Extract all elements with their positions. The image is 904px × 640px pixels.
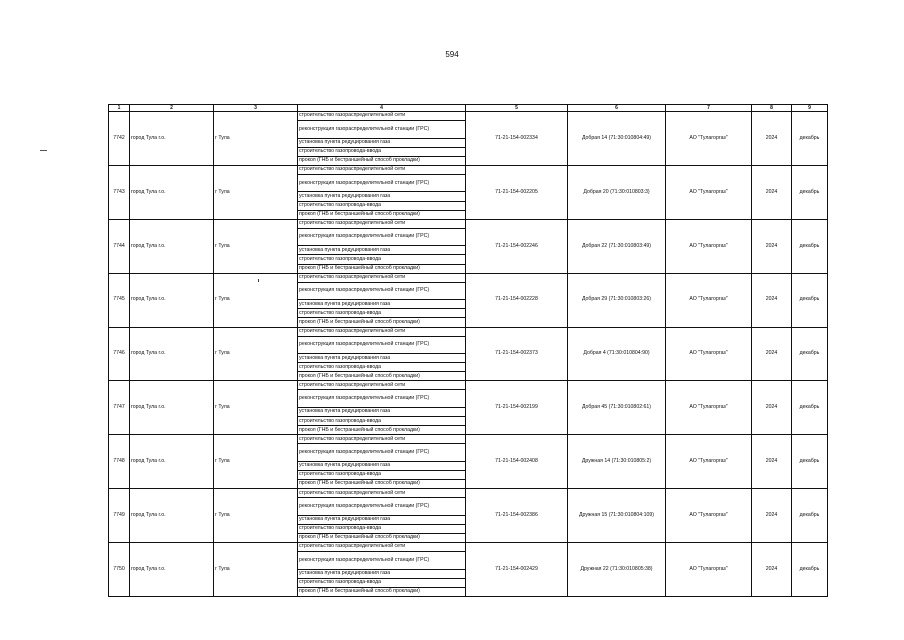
work-type-cell: строительство газораспределительной сети	[298, 327, 466, 336]
locality-cell: г Тула	[214, 435, 298, 489]
month-cell: декабрь	[792, 112, 828, 166]
row-number: 7749	[109, 489, 130, 543]
work-type-cell: установка пункта редуцирования газа	[298, 354, 466, 363]
header-col-1: 1	[109, 105, 130, 112]
work-type-cell: установка пункта редуцирования газа	[298, 246, 466, 255]
organization-cell: АО "Тулагоргаз"	[666, 219, 752, 273]
locality-cell: г Тула	[214, 489, 298, 543]
work-type-cell: реконструкция газораспределительной станции (ГРС)	[298, 444, 466, 462]
organization-cell: АО "Тулагоргаз"	[666, 543, 752, 597]
municipality-cell: город Тула г.о.	[130, 112, 214, 166]
address-cell: Дружная 22 (71:30:010805:38)	[568, 543, 666, 597]
municipality-cell: город Тула г.о.	[130, 489, 214, 543]
cadastral-number-cell: 71-21-154-002429	[466, 543, 568, 597]
organization-cell: АО "Тулагоргаз"	[666, 165, 752, 219]
work-type-cell: строительство газораспределительной сети	[298, 381, 466, 390]
month-cell: декабрь	[792, 219, 828, 273]
organization-cell: АО "Тулагоргаз"	[666, 381, 752, 435]
locality-cell: г Тула	[214, 112, 298, 166]
cadastral-number-cell: 71-21-154-002246	[466, 219, 568, 273]
locality-cell: г Тула	[214, 381, 298, 435]
work-type-cell: прокол (ГНБ и бестраншейный способ прокладки)	[298, 318, 466, 327]
year-cell: 2024	[752, 489, 792, 543]
work-type-cell: прокол (ГНБ и бестраншейный способ прокладки)	[298, 210, 466, 219]
address-cell: Добрая 22 (71:30:010803:49)	[568, 219, 666, 273]
work-type-cell: строительство газопровода-ввода	[298, 578, 466, 587]
work-type-cell: строительство газораспределительной сети	[298, 219, 466, 228]
row-number: 7747	[109, 381, 130, 435]
address-cell: Дружная 14 (71:30:010805:2)	[568, 435, 666, 489]
work-type-cell: установка пункта редуцирования газа	[298, 300, 466, 309]
address-cell: Добрая 45 (71:30:010802:61)	[568, 381, 666, 435]
work-type-cell: установка пункта редуцирования газа	[298, 192, 466, 201]
year-cell: 2024	[752, 112, 792, 166]
locality-cell: г Тула	[214, 219, 298, 273]
year-cell: 2024	[752, 543, 792, 597]
work-type-cell: прокол (ГНБ и бестраншейный способ прокладки)	[298, 156, 466, 165]
work-type-cell: прокол (ГНБ и бестраншейный способ прокладки)	[298, 372, 466, 381]
table-row	[109, 543, 828, 552]
row-number: 7743	[109, 165, 130, 219]
organization-cell: АО "Тулагоргаз"	[666, 489, 752, 543]
work-type-cell: установка пункта редуцирования газа	[298, 138, 466, 147]
work-type-cell: строительство газопровода-ввода	[298, 255, 466, 264]
year-cell: 2024	[752, 435, 792, 489]
header-col-8: 8	[752, 105, 792, 112]
locality-cell: г Тула	[214, 543, 298, 597]
work-type-cell: реконструкция газораспределительной станции (ГРС)	[298, 174, 466, 192]
work-type-cell: реконструкция газораспределительной станции (ГРС)	[298, 282, 466, 300]
month-cell: декабрь	[792, 543, 828, 597]
address-cell: Добрая 29 (71:30:010803:26)	[568, 273, 666, 327]
work-type-cell: строительство газораспределительной сети	[298, 273, 466, 282]
work-type-cell: строительство газопровода-ввода	[298, 201, 466, 210]
row-number: 7748	[109, 435, 130, 489]
page-number: 594	[445, 50, 459, 59]
work-type-cell: прокол (ГНБ и бестраншейный способ прокладки)	[298, 426, 466, 435]
organization-cell: АО "Тулагоргаз"	[666, 273, 752, 327]
table-row	[109, 273, 828, 282]
organization-cell: АО "Тулагоргаз"	[666, 327, 752, 381]
work-type-cell: строительство газопровода-ввода	[298, 524, 466, 533]
cadastral-number-cell: 71-21-154-002386	[466, 489, 568, 543]
locality-cell: г Тула	[214, 327, 298, 381]
table-row	[109, 112, 828, 121]
row-number: 7750	[109, 543, 130, 597]
work-type-cell: реконструкция газораспределительной станции (ГРС)	[298, 552, 466, 570]
month-cell: декабрь	[792, 381, 828, 435]
organization-cell: АО "Тулагоргаз"	[666, 435, 752, 489]
header-col-4: 4	[298, 105, 466, 112]
table-row	[109, 435, 828, 444]
work-type-cell: строительство газораспределительной сети	[298, 489, 466, 498]
address-cell: Добрая 14 (71:30:010804:49)	[568, 112, 666, 166]
work-type-cell: строительство газораспределительной сети	[298, 165, 466, 174]
municipality-cell: город Тула г.о.	[130, 381, 214, 435]
header-col-9: 9	[792, 105, 828, 112]
year-cell: 2024	[752, 327, 792, 381]
work-type-cell: установка пункта редуцирования газа	[298, 515, 466, 524]
work-type-cell: строительство газопровода-ввода	[298, 309, 466, 318]
header-col-2: 2	[130, 105, 214, 112]
municipality-cell: город Тула г.о.	[130, 435, 214, 489]
year-cell: 2024	[752, 165, 792, 219]
address-cell: Дружная 15 (71:30:010804:109)	[568, 489, 666, 543]
work-type-cell: установка пункта редуцирования газа	[298, 569, 466, 578]
table-header	[109, 105, 828, 112]
cadastral-number-cell: 71-21-154-002199	[466, 381, 568, 435]
margin-mark	[40, 150, 47, 151]
work-type-cell: строительство газопровода-ввода	[298, 363, 466, 372]
municipality-cell: город Тула г.о.	[130, 165, 214, 219]
row-number: 7744	[109, 219, 130, 273]
header-col-3: 3	[214, 105, 298, 112]
year-cell: 2024	[752, 273, 792, 327]
cadastral-number-cell: 71-21-154-002205	[466, 165, 568, 219]
organization-cell: АО "Тулагоргаз"	[666, 112, 752, 166]
row-number: 7746	[109, 327, 130, 381]
header-row	[109, 105, 828, 112]
year-cell: 2024	[752, 381, 792, 435]
cadastral-number-cell: 71-21-154-002334	[466, 112, 568, 166]
year-cell: 2024	[752, 219, 792, 273]
work-type-cell: строительство газопровода-ввода	[298, 470, 466, 479]
cadastral-number-cell: 71-21-154-002228	[466, 273, 568, 327]
work-type-cell: прокол (ГНБ и бестраншейный способ прокладки)	[298, 264, 466, 273]
table-row	[109, 489, 828, 498]
header-col-7: 7	[666, 105, 752, 112]
table-row	[109, 327, 828, 336]
work-type-cell: прокол (ГНБ и бестраншейный способ прокладки)	[298, 587, 466, 596]
table-row	[109, 381, 828, 390]
work-type-cell: строительство газопровода-ввода	[298, 147, 466, 156]
address-cell: Добрая 20 (71:30:010803:3)	[568, 165, 666, 219]
work-type-cell: установка пункта редуцирования газа	[298, 461, 466, 470]
cadastral-number-cell: 71-21-154-002373	[466, 327, 568, 381]
row-number: 7745	[109, 273, 130, 327]
municipality-cell: город Тула г.о.	[130, 327, 214, 381]
month-cell: декабрь	[792, 273, 828, 327]
work-type-cell: строительство газораспределительной сети	[298, 112, 466, 121]
work-type-cell: реконструкция газораспределительной станции (ГРС)	[298, 498, 466, 516]
work-type-cell: реконструкция газораспределительной станции (ГРС)	[298, 228, 466, 246]
header-col-5: 5	[466, 105, 568, 112]
work-type-cell: строительство газопровода-ввода	[298, 417, 466, 426]
work-type-cell: реконструкция газораспределительной станции (ГРС)	[298, 336, 466, 354]
work-type-cell: строительство газораспределительной сети	[298, 543, 466, 552]
table-body	[109, 112, 828, 597]
table-row	[109, 219, 828, 228]
locality-cell: г Тула	[214, 273, 298, 327]
locality-cell: г Тула	[214, 165, 298, 219]
month-cell: декабрь	[792, 435, 828, 489]
table-row	[109, 165, 828, 174]
row-number: 7742	[109, 112, 130, 166]
work-type-cell: прокол (ГНБ и бестраншейный способ прокладки)	[298, 533, 466, 542]
address-cell: Добрая 4 (71:30:010804:90)	[568, 327, 666, 381]
work-type-cell: реконструкция газораспределительной станции (ГРС)	[298, 121, 466, 139]
month-cell: декабрь	[792, 327, 828, 381]
cadastral-number-cell: 71-21-154-002408	[466, 435, 568, 489]
municipality-cell: город Тула г.о.	[130, 219, 214, 273]
work-type-cell: реконструкция газораспределительной станции (ГРС)	[298, 390, 466, 408]
work-type-cell: установка пункта редуцирования газа	[298, 407, 466, 416]
municipality-cell: город Тула г.о.	[130, 273, 214, 327]
header-col-6: 6	[568, 105, 666, 112]
work-type-cell: строительство газораспределительной сети	[298, 435, 466, 444]
work-type-cell: прокол (ГНБ и бестраншейный способ прокладки)	[298, 480, 466, 489]
month-cell: декабрь	[792, 165, 828, 219]
registry-table	[108, 104, 828, 597]
municipality-cell: город Тула г.о.	[130, 543, 214, 597]
month-cell: декабрь	[792, 489, 828, 543]
